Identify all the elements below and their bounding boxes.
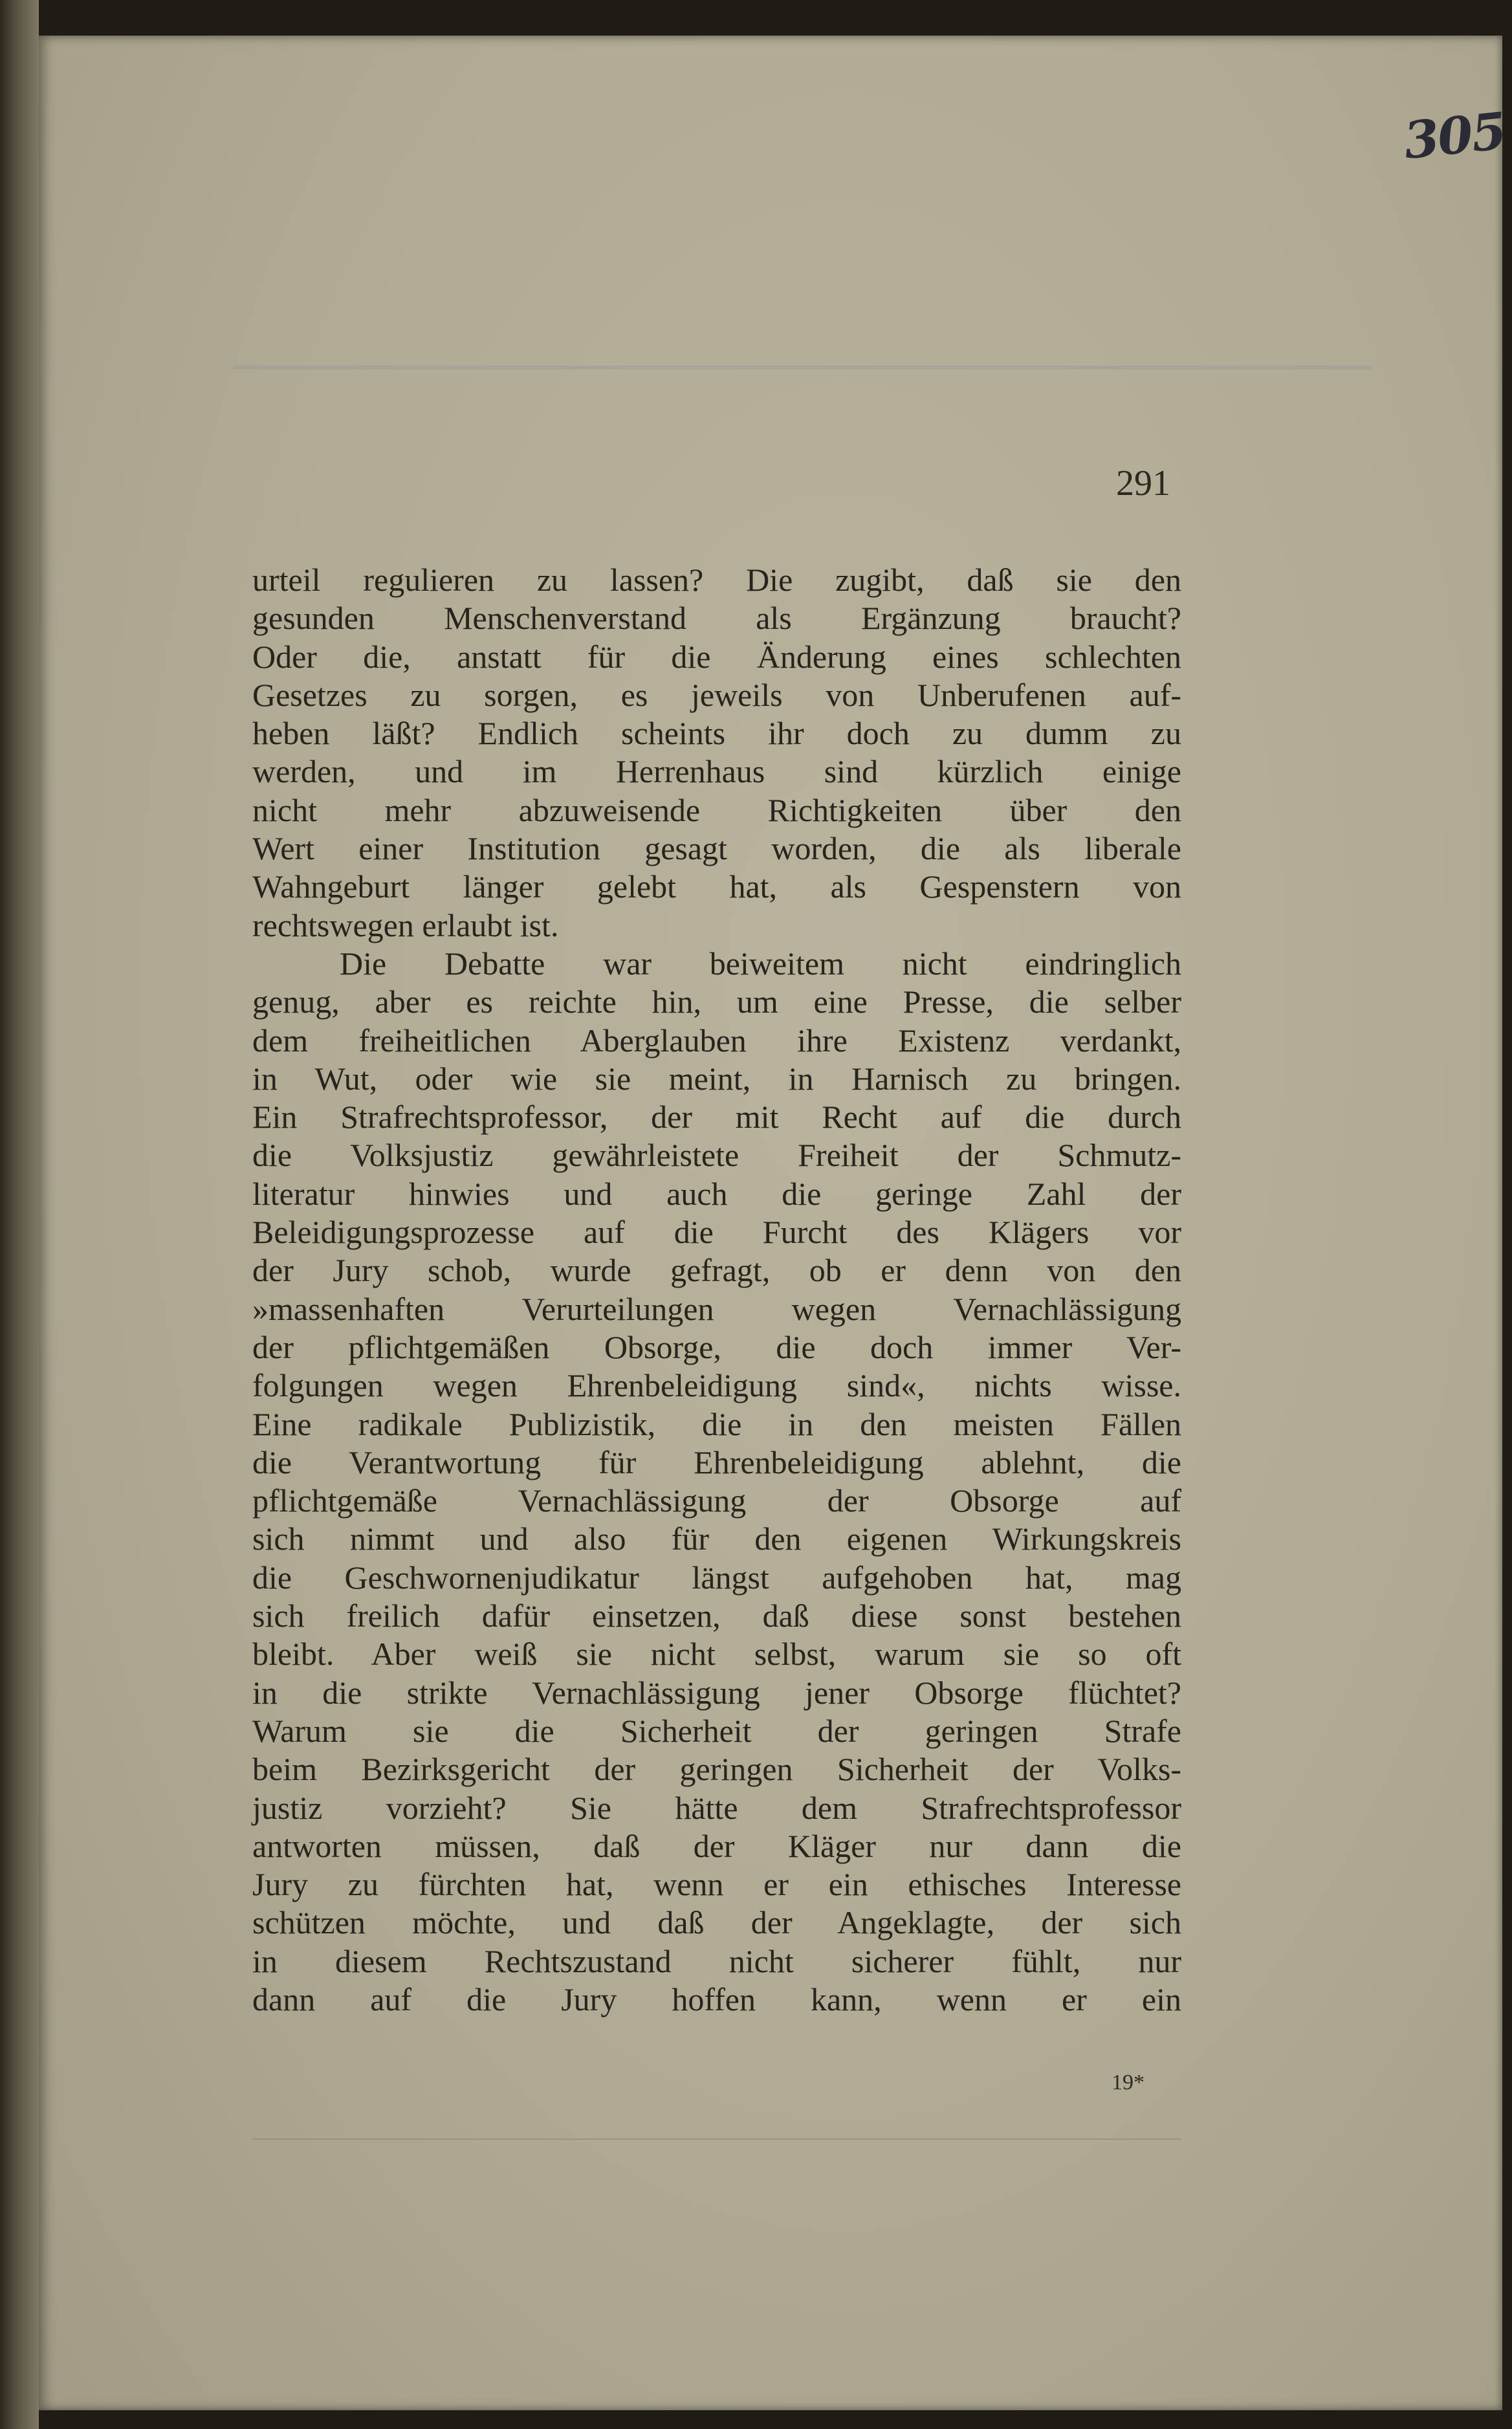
- text-line: in die strikte Vernachlässigung jener Obsorge flüchtet?: [252, 1674, 1181, 1711]
- text-line: die Geschwornenjudikatur längst aufgehoben hat, mag: [252, 1559, 1181, 1596]
- bleed-through-line: [233, 366, 1372, 369]
- scan-edge: [0, 0, 39, 2429]
- text-line: dann auf die Jury hoffen kann, wenn er ein: [252, 1981, 1181, 2017]
- text-line: Ein Strafrechtsprofessor, der mit Recht auf die durch: [252, 1099, 1181, 1136]
- text-line: sich nimmt und also für den eigenen Wirkungskreis: [252, 1521, 1181, 1557]
- text-line: folgungen wegen Ehrenbeleidigung sind«, nichts wisse.: [252, 1367, 1181, 1404]
- page-number: 291: [1116, 463, 1170, 503]
- text-line: Wert einer Institution gesagt worden, die als liberale: [252, 830, 1181, 867]
- text-line: werden, und im Herrenhaus sind kürzlich einige: [252, 753, 1181, 790]
- text-line: in Wut, oder wie sie meint, in Harnisch zu bringen.: [252, 1060, 1181, 1097]
- folio-handwritten-mark: 305: [1401, 102, 1509, 171]
- text-line: antworten müssen, daß der Kläger nur dann die: [252, 1827, 1181, 1864]
- text-line: »massenhaften Verurteilungen wegen Vernachlässigung: [252, 1290, 1181, 1327]
- book-page: [39, 36, 1509, 2410]
- text-line: Oder die, anstatt für die Änderung eines schlechten: [252, 638, 1181, 675]
- text-line: bleibt. Aber weiß sie nicht selbst, warum sie so oft: [252, 1636, 1181, 1673]
- text-line: pflichtgemäße Vernachlässigung der Obsorge auf: [252, 1482, 1181, 1519]
- text-line: justiz vorzieht? Sie hätte dem Strafrechtsprofessor: [252, 1789, 1181, 1826]
- text-line: Jury zu fürchten hat, wenn er ein ethisches Interesse: [252, 1866, 1181, 1903]
- text-line: Die Debatte war beiweitem nicht eindringlich: [340, 945, 1181, 982]
- text-line: Gesetzes zu sorgen, es jeweils von Unberufenen auf-: [252, 676, 1181, 713]
- text-line: der pflichtgemäßen Obsorge, die doch immer Ver-: [252, 1328, 1181, 1365]
- text-line: rechtswegen erlaubt ist.: [252, 907, 559, 943]
- signature-mark: 19*: [1112, 2071, 1145, 2094]
- body-text: [252, 561, 1181, 2019]
- text-line: in diesem Rechtszustand nicht sicherer fühlt, nur: [252, 1942, 1181, 1979]
- text-line: der Jury schob, wurde gefragt, ob er denn von den: [252, 1252, 1181, 1289]
- text-line: Wahngeburt länger gelebt hat, als Gespenstern von: [252, 868, 1181, 905]
- text-line: dem freiheitlichen Aberglauben ihre Existenz verdankt,: [252, 1022, 1181, 1059]
- text-line: beim Bezirksgericht der geringen Sicherheit der Volks-: [252, 1751, 1181, 1788]
- text-line: heben läßt? Endlich scheints ihr doch zu dumm zu: [252, 715, 1181, 752]
- footer-rule: [252, 2138, 1181, 2140]
- text-line: schützen möchte, und daß der Angeklagte, der sich: [252, 1904, 1181, 1941]
- text-line: die Volksjustiz gewährleistete Freiheit der Schmutz-: [252, 1137, 1181, 1174]
- text-line: nicht mehr abzuweisende Richtigkeiten über den: [252, 791, 1181, 828]
- text-line: urteil regulieren zu lassen? Die zugibt, daß sie den: [252, 562, 1181, 598]
- text-line: gesunden Menschenverstand als Ergänzung braucht?: [252, 600, 1181, 637]
- text-line: Warum sie die Sicherheit der geringen Strafe: [252, 1712, 1181, 1749]
- text-line: Eine radikale Publizistik, die in den meisten Fällen: [252, 1405, 1181, 1442]
- text-line: literatur hinwies und auch die geringe Zahl der: [252, 1175, 1181, 1212]
- text-line: sich freilich dafür einsetzen, daß diese sonst bestehen: [252, 1598, 1181, 1634]
- text-line: Beleidigungsprozesse auf die Furcht des Klägers vor: [252, 1214, 1181, 1251]
- text-line: die Verantwortung für Ehrenbeleidigung ablehnt, die: [252, 1444, 1181, 1480]
- text-line: genug, aber es reichte hin, um eine Presse, die selber: [252, 984, 1181, 1020]
